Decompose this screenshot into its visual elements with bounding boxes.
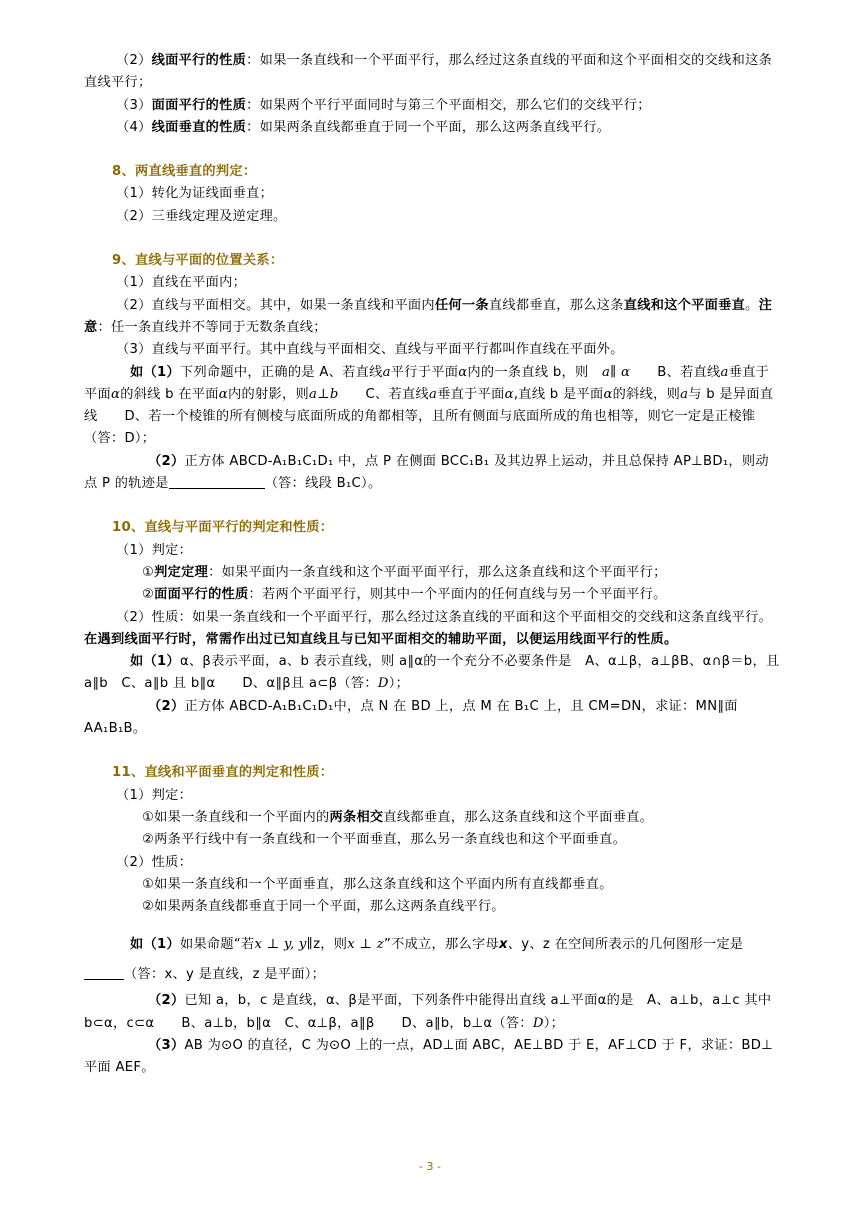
section-8-item: （2）三垂线定理及逆定理。 <box>116 208 287 224</box>
section-10-example-2: （2）正方体 ABCD-A₁B₁C₁D₁中，点 N 在 BD 上，点 M 在 B₁C 上，且 CM=DN，求证：MN∥面 AA₁B₁B。 <box>84 698 738 737</box>
section-11-judgement-2: ②两条平行线中有一条直线和一个平面垂直，那么另一条直线也和这个平面垂直。 <box>142 832 627 848</box>
section-11-heading: 11、直线和平面垂直的判定和性质： <box>112 765 334 781</box>
section-9-item-1: （1）直线在平面内； <box>116 275 247 291</box>
section-11-judgement-1: ①如果一条直线和一个平面内的两条相交直线都垂直，那么这条直线和这个平面垂直。 <box>142 809 654 825</box>
section-9-item-2: （2）直线与平面相交。其中，如果一条直线和平面内任何一条直线都垂直，那么这条直线和这个平面垂直。注意：任一条直线并不等同于无数条直线； <box>84 297 773 335</box>
section-10-judgement-2: ②面面平行的性质：若两个平面平行，则其中一个平面内的任何直线与另一个平面平行。 <box>142 587 667 603</box>
section-10-example-1: 如（1）α、β表示平面，a、b 表示直线，则 a∥α的一个充分不必要条件是 A、α⊥β，a⊥βB、α∩β＝b，且 a∥b C、a∥b 且 b∥α D、α∥β且 a⊂β（答：D）； <box>84 654 780 692</box>
section-11-property: （2）性质： <box>116 854 193 870</box>
answer-blank <box>169 474 265 489</box>
line-perp-property: （4）线面垂直的性质：如果两条直线都垂直于同一个平面，那么这两条直线平行。 <box>116 119 611 135</box>
section-11-example-1: 如（1）如果命题“若x ⊥ y, y∥z，则x ⊥ z”不成立，那么字母x、y、z 在空间所表示的几何图形一定是（答：x、y 是直线，z 是平面）； <box>84 930 780 990</box>
line-parallel-property: （2）线面平行的性质：如果一条直线和一个平面平行，那么经过这条直线的平面和这个平面相交的交线和这条直线平行； <box>84 53 773 91</box>
section-10-heading: 10、直线与平面平行的判定和性质： <box>112 520 334 536</box>
page-number: - 3 - <box>419 1160 441 1173</box>
section-9-example-2: （2）正方体 ABCD-A₁B₁C₁D₁ 中，点 P 在侧面 BCC₁B₁ 及其边界上运动，并且总保持 AP⊥BD₁，则动点 P 的轨迹是 （答：线段 B₁C）。 <box>84 453 769 492</box>
section-11-property-1: ①如果一条直线和一个平面垂直，那么这条直线和这个平面内所有直线都垂直。 <box>142 876 613 892</box>
section-10-judgement: （1）判定： <box>116 542 193 558</box>
section-9-heading: 9、直线与平面的位置关系： <box>112 253 284 269</box>
section-11-judgement: （1）判定： <box>116 787 193 803</box>
answer-blank <box>84 965 124 980</box>
section-10-property: （2）性质：如果一条直线和一个平面平行，那么经过这条直线的平面和这个平面相交的交线和这条直线平行。在遇到线面平行时，常需作出过已知直线且与已知平面相交的辅助平面，以便运用线面平行的性质。 <box>84 609 773 647</box>
section-9-item-3: （3）直线与平面平行。其中直线与平面相交、直线与平面平行都叫作直线在平面外。 <box>116 342 624 358</box>
section-9-example-1: 如（1）下列命题中，正确的是 A、若直线a平行于平面α内的一条直线 b，则 a∥ α B、若直线a垂直于平面α的斜线 b 在平面α内的射影，则a⊥b C、若直线a垂直于平面α,直线 b 是平面α的斜线，则a与 b 是异面直线 D、若一个棱锥的所有侧棱与底面所成的角都相等，且所有侧面与底面所成的角也相等，则它一定是正棱锥（答：D）； <box>84 364 774 447</box>
plane-parallel-property: （3）面面平行的性质：如果两个平行平面同时与第三个平面相交，那么它们的交线平行； <box>116 97 651 113</box>
section-11-example-2: （2）已知 a，b，c 是直线，α、β是平面，下列条件中能得出直线 a⊥平面α的是 A、a⊥b，a⊥c 其中 b⊂α，c⊂α B、a⊥b，b∥α C、α⊥β，a∥β D、a∥b，b⊥α（答：D）； <box>84 993 772 1031</box>
section-11-property-2: ②如果两条直线都垂直于同一个平面，那么这两条直线平行。 <box>142 899 505 915</box>
page-content <box>84 50 780 1080</box>
section-8-heading: 8、两直线垂直的判定： <box>112 164 257 180</box>
section-11-example-3: （3）AB 为⊙O 的直径，C 为⊙O 上的一点，AD⊥面 ABC，AE⊥BD 于 E，AF⊥CD 于 F，求证：BD⊥平面 AEF。 <box>84 1037 773 1076</box>
section-10-judgement-1: ①判定定理：如果平面内一条直线和这个平面平面平行，那么这条直线和这个平面平行； <box>142 564 667 580</box>
section-8-item: （1）转化为证线面垂直； <box>116 186 274 202</box>
